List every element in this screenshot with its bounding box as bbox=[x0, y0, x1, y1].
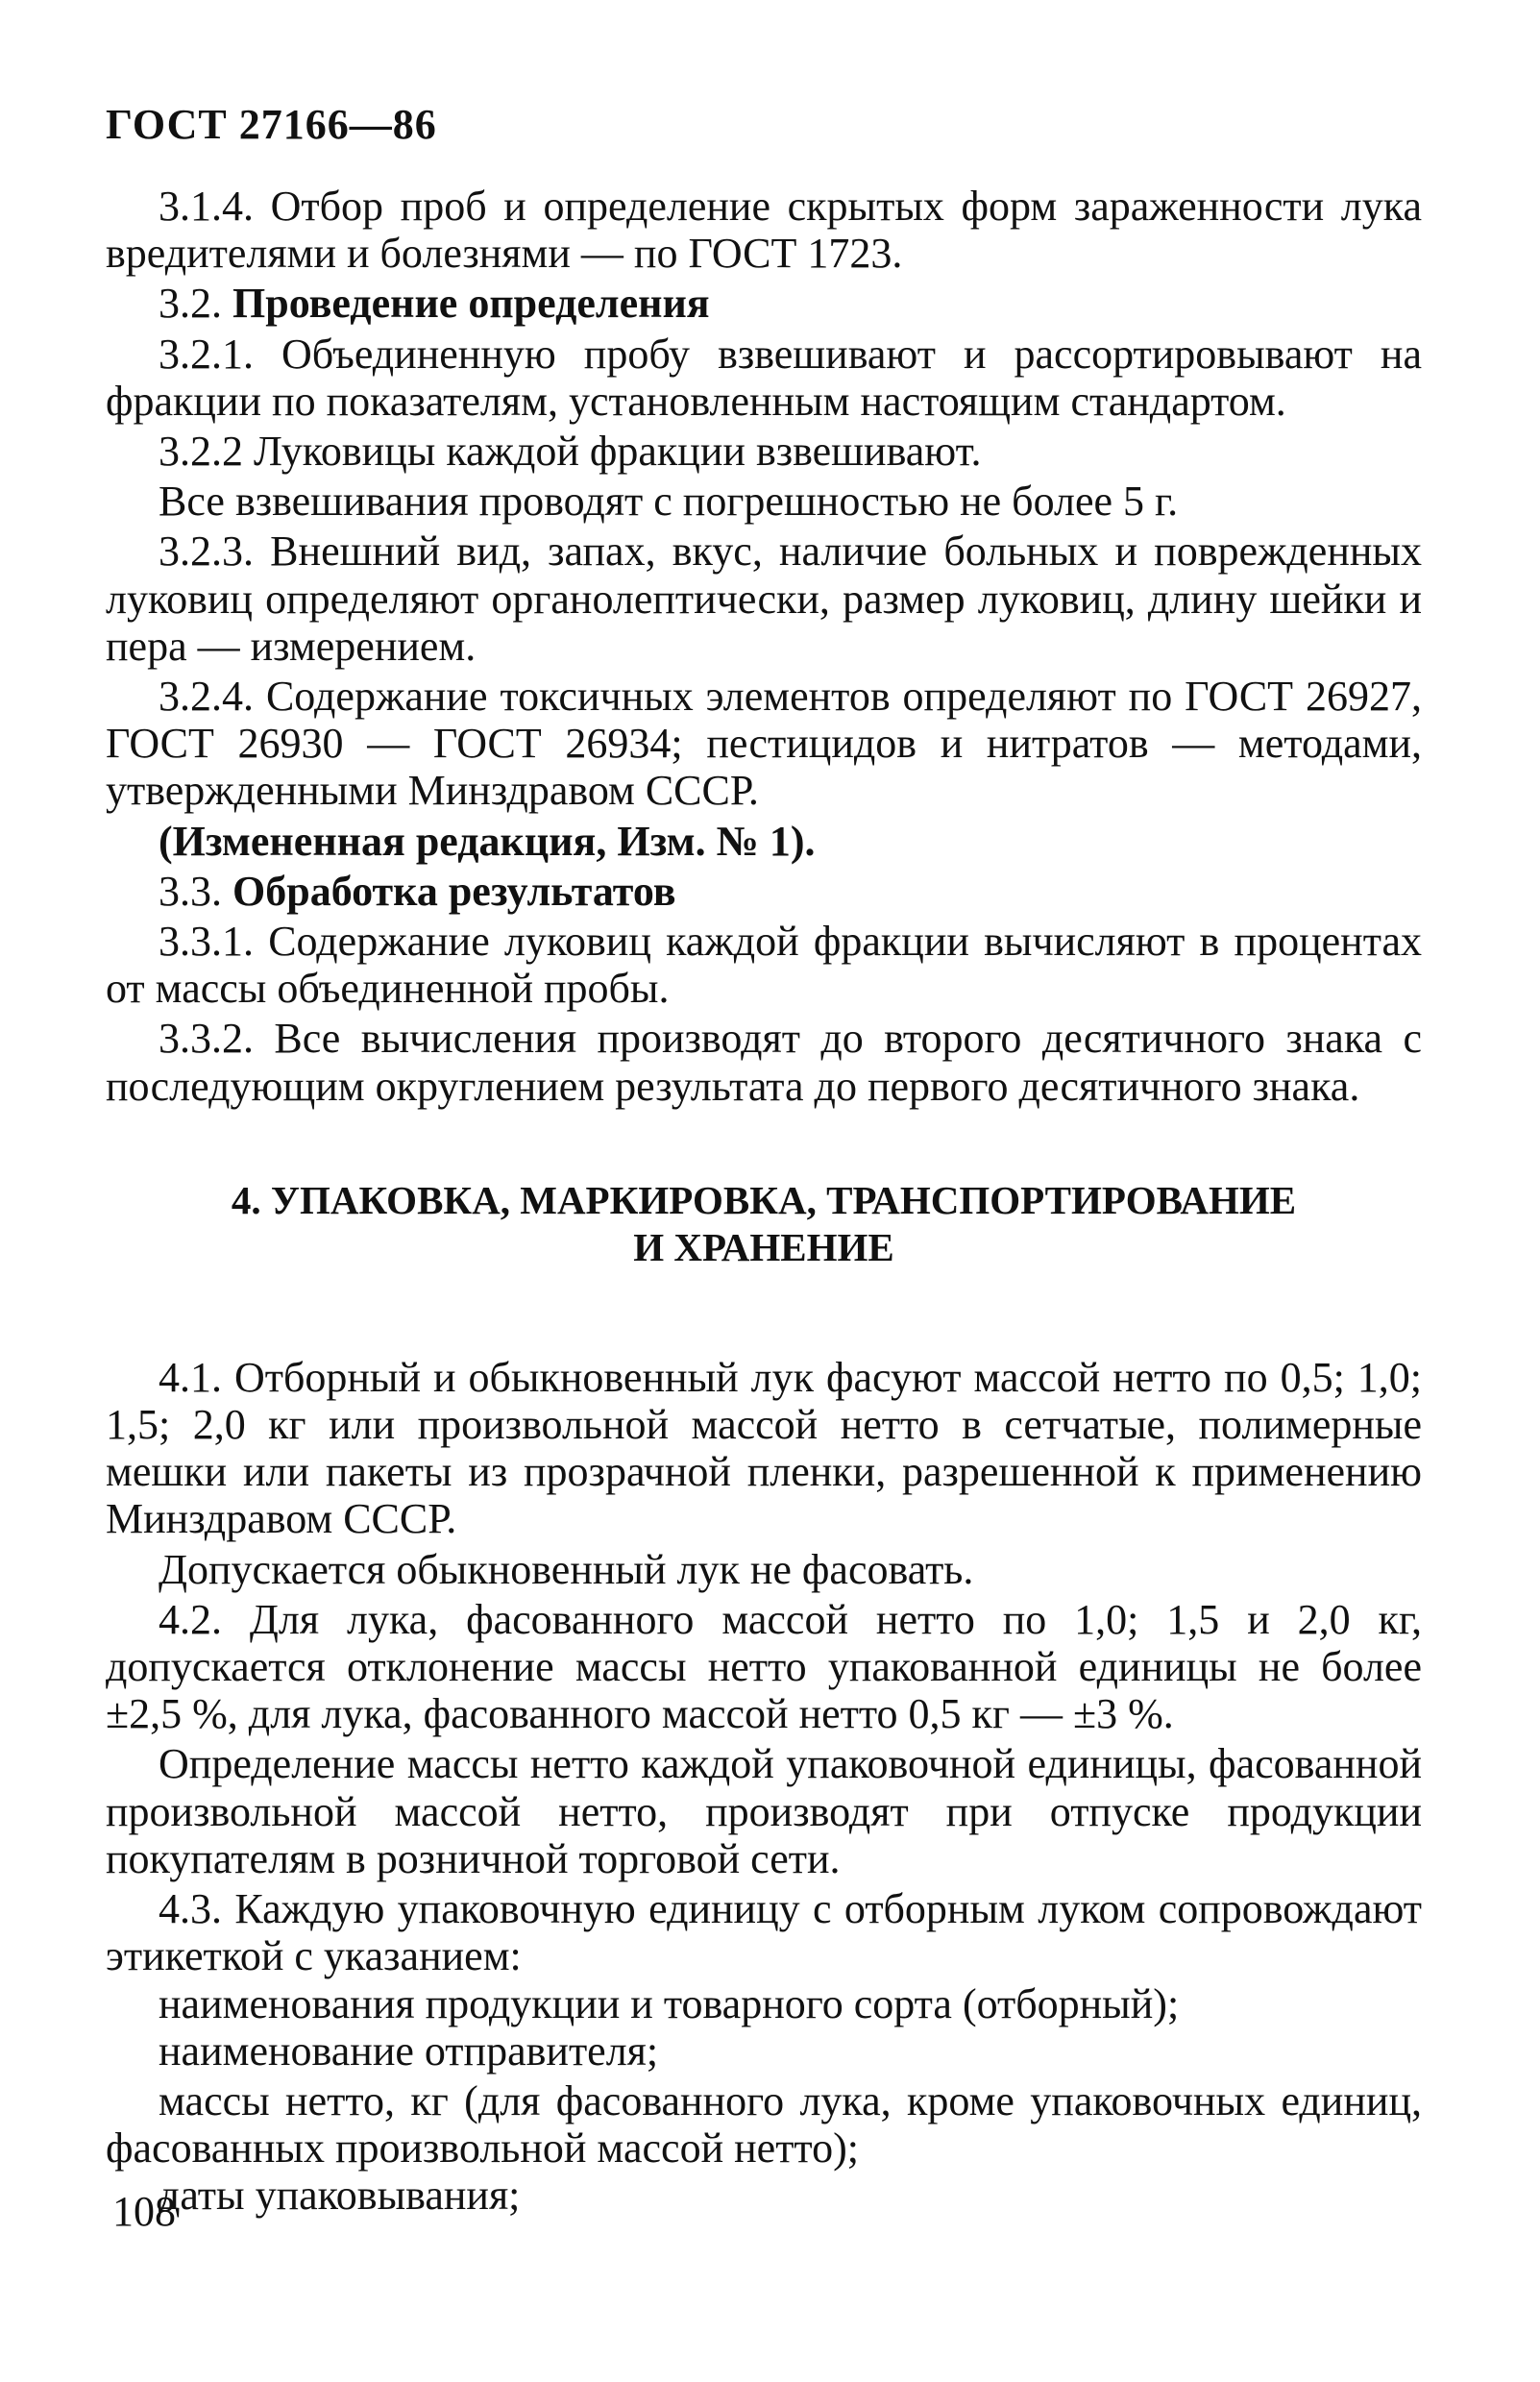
document-header: ГОСТ 27166—86 bbox=[106, 101, 437, 148]
body-text bbox=[106, 183, 1422, 2220]
list-item: массы нетто, кг (для фасованного лука, кроме упаковочных единиц, фасованных произвольной массой нетто); bbox=[106, 2076, 1422, 2173]
subsection-title: Обработка результатов bbox=[232, 867, 676, 915]
page-number: 108 bbox=[112, 2188, 176, 2235]
list-item: наименования продукции и товарного сорта (отборный); bbox=[159, 1979, 1180, 2027]
paragraph-3-2-2: 3.2.2 Луковицы каждой фракции взвешивают. bbox=[159, 428, 982, 476]
paragraph-4-3: 4.3. Каждую упаковочную единицу с отборным луком сопровождают этикеткой с указанием: bbox=[106, 1885, 1422, 1980]
subsection-heading-3-3 bbox=[106, 868, 1422, 915]
paragraph-4-1: 4.1. Отборный и обыкновенный лук фасуют массой нетто по 0,5; 1,0; 1,5; 2,0 кг или произвольной массой нетто в сетчатые, полимерные мешки или пакеты из прозрачной пленки, разрешенной к применению Минздравом СССР. bbox=[106, 1353, 1422, 1543]
paragraph-weighing: Все взвешивания проводят с погрешностью не более 5 г. bbox=[159, 478, 1179, 526]
subsection-number: 3.3. bbox=[159, 867, 222, 915]
amendment-note: (Измененная редакция, Изм. № 1). bbox=[159, 817, 816, 865]
subsection-heading-3-2 bbox=[106, 280, 1422, 327]
section-heading-line-1: 4. УПАКОВКА, МАРКИРОВКА, ТРАНСПОРТИРОВАНИЕ bbox=[231, 1177, 1297, 1222]
list-item: даты упаковывания; bbox=[159, 2172, 521, 2220]
subsection-title: Проведение определения bbox=[232, 280, 710, 328]
subsection-number: 3.2. bbox=[159, 280, 222, 328]
paragraph-4-2: 4.2. Для лука, фасованного массой нетто по 1,0; 1,5 и 2,0 кг, допускается отклонение массы нетто упакованной единицы не более ±2,5 %, для лука, фасованного массой нетто 0,5 кг — ±3 %. bbox=[106, 1595, 1422, 1738]
paragraph-3-1-4: 3.1.4. Отбор проб и определение скрытых форм зараженности лука вредителями и болезнями — по ГОСТ 1723. bbox=[106, 183, 1422, 278]
paragraph-net-mass: Определение массы нетто каждой упаковочной единицы, фасованной произвольной массой нетто, производят при отпуске продукции покупателям в розничной торговой сети. bbox=[106, 1740, 1422, 1882]
paragraph-3-2-1: 3.2.1. Объединенную пробу взвешивают и рассортировывают на фракции по показателям, установленным настоящим стандартом. bbox=[106, 330, 1422, 425]
section-heading-4 bbox=[106, 1177, 1422, 1271]
paragraph-3-2-4: 3.2.4. Содержание токсичных элементов определяют по ГОСТ 26927, ГОСТ 26930 — ГОСТ 26934; пестицидов и нитратов — методами, утвержденными Минздравом СССР. bbox=[106, 673, 1422, 815]
list-item: наименование отправителя; bbox=[159, 2026, 659, 2075]
paragraph-3-2-3: 3.2.3. Внешний вид, запах, вкус, наличие больных и поврежденных луковиц определяют органолептически, размер луковиц, длину шейки и пера — измерением. bbox=[106, 528, 1422, 670]
paragraph-3-3-1: 3.3.1. Содержание луковиц каждой фракции вычисляют в процентах от массы объединенной пробы. bbox=[106, 918, 1422, 1013]
section-heading-line-2: И ХРАНЕНИЕ bbox=[633, 1224, 894, 1269]
paragraph-3-3-2: 3.3.2. Все вычисления производят до второго десятичного знака с последующим округлением результата до первого десятичного знака. bbox=[106, 1015, 1422, 1110]
paragraph-permission: Допускается обыкновенный лук не фасовать. bbox=[159, 1545, 974, 1593]
